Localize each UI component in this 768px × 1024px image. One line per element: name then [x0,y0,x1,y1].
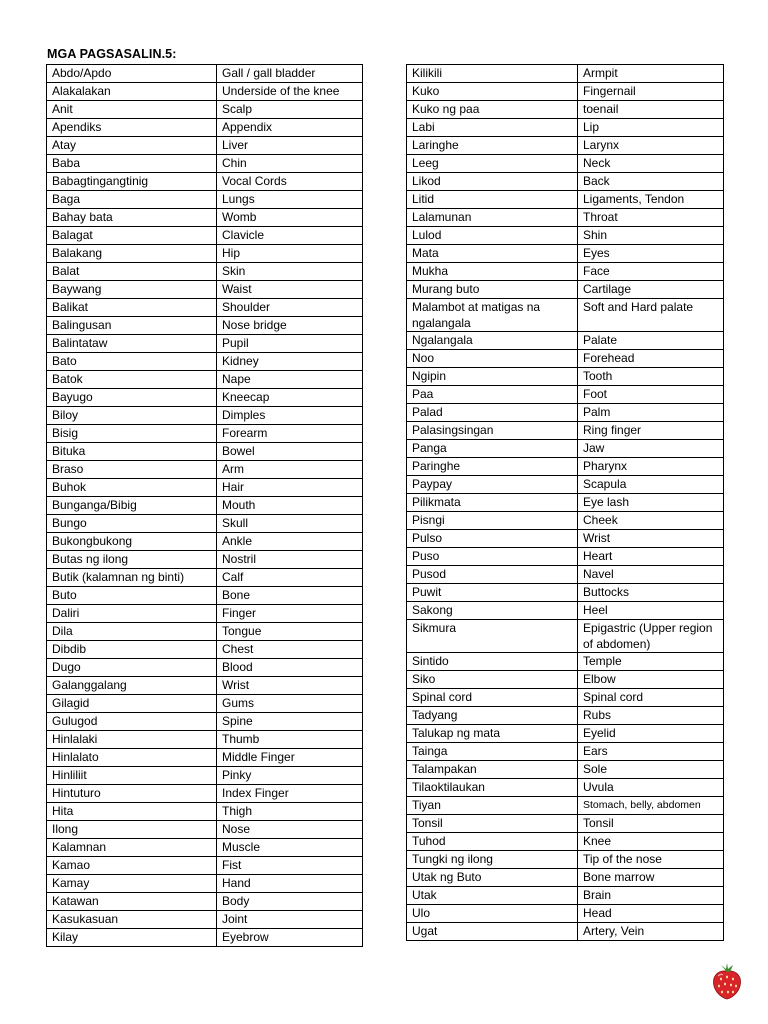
table-row [47,281,363,299]
tagalog-term: Laringhe [407,137,578,155]
table-row [407,725,724,743]
tagalog-term: Tonsil [407,815,578,833]
english-translation: Clavicle [217,227,363,245]
tagalog-term: Bituka [47,443,217,461]
table-row [47,911,363,929]
table-row [407,602,724,620]
tagalog-term: Atay [47,137,217,155]
english-translation: Vocal Cords [217,173,363,191]
english-translation: Kneecap [217,389,363,407]
table-row [47,587,363,605]
english-translation: Chin [217,155,363,173]
english-translation: Chest [217,641,363,659]
table-row [407,512,724,530]
tagalog-term: Pilikmata [407,494,578,512]
tagalog-term: Balintataw [47,335,217,353]
tagalog-term: Mukha [407,263,578,281]
table-row [47,101,363,119]
table-row [407,227,724,245]
tagalog-term: Ngalangala [407,332,578,350]
tagalog-term: Paa [407,386,578,404]
table-row [407,671,724,689]
tagalog-term: Tungki ng ilong [407,851,578,869]
tagalog-term: Bahay bata [47,209,217,227]
page-title: MGA PAGSASALIN.5: [47,47,177,61]
tagalog-term: Kamao [47,857,217,875]
english-translation: Buttocks [578,584,724,602]
tagalog-term: Murang buto [407,281,578,299]
tagalog-term: Daliri [47,605,217,623]
english-translation: Womb [217,209,363,227]
tagalog-term: Ngipin [407,368,578,386]
tagalog-term: Braso [47,461,217,479]
tagalog-term: Balakang [47,245,217,263]
english-translation: Nose [217,821,363,839]
tagalog-term: Mata [407,245,578,263]
tagalog-term: Balagat [47,227,217,245]
table-row [47,155,363,173]
tagalog-term: Panga [407,440,578,458]
table-row [47,731,363,749]
tagalog-term: Ilong [47,821,217,839]
tagalog-term: Sikmura [407,620,578,653]
english-translation: Artery, Vein [578,923,724,941]
tagalog-term: Hinliliit [47,767,217,785]
table-row [407,368,724,386]
english-translation: Dimples [217,407,363,425]
tagalog-term: Baywang [47,281,217,299]
table-row [407,851,724,869]
table-row [47,479,363,497]
table-row [47,551,363,569]
english-translation: Finger [217,605,363,623]
tagalog-term: Tuhod [407,833,578,851]
english-translation: Lip [578,119,724,137]
table-row [407,548,724,566]
english-translation: Jaw [578,440,724,458]
tagalog-term: Alakalakan [47,83,217,101]
tagalog-term: Butik (kalamnan ng binti) [47,569,217,587]
tagalog-term: Kilay [47,929,217,947]
english-translation: Pupil [217,335,363,353]
table-row [407,299,724,332]
tagalog-term: Bisig [47,425,217,443]
tagalog-term: Kilikili [407,65,578,83]
table-row [47,65,363,83]
english-translation: Eye lash [578,494,724,512]
english-translation: Bowel [217,443,363,461]
table-row [47,137,363,155]
table-row [407,530,724,548]
tagalog-term: Galanggalang [47,677,217,695]
english-translation: Eyes [578,245,724,263]
table-row [47,677,363,695]
english-translation: Gall / gall bladder [217,65,363,83]
table-row [407,191,724,209]
tagalog-term: Ulo [407,905,578,923]
english-translation: Lungs [217,191,363,209]
english-translation: Scalp [217,101,363,119]
english-translation: Ears [578,743,724,761]
tagalog-term: Paypay [407,476,578,494]
table-row [407,404,724,422]
english-translation: Skin [217,263,363,281]
tagalog-term: Dila [47,623,217,641]
table-row [47,173,363,191]
tagalog-term: Batok [47,371,217,389]
english-translation: Temple [578,653,724,671]
table-row [407,833,724,851]
english-translation: Eyebrow [217,929,363,947]
english-translation: Thigh [217,803,363,821]
table-row [47,245,363,263]
english-translation: Fingernail [578,83,724,101]
table-row [47,533,363,551]
table-row [407,332,724,350]
english-translation: Tooth [578,368,724,386]
table-row [407,797,724,815]
table-row [47,695,363,713]
table-row [407,887,724,905]
tagalog-term: Bato [47,353,217,371]
table-row [47,767,363,785]
table-row [407,905,724,923]
english-translation: Forehead [578,350,724,368]
table-row [407,869,724,887]
english-translation: Armpit [578,65,724,83]
tagalog-term: Hinlalaki [47,731,217,749]
english-translation: Tip of the nose [578,851,724,869]
tagalog-term: Litid [407,191,578,209]
table-row [407,65,724,83]
tagalog-term: Bayugo [47,389,217,407]
english-translation: Arm [217,461,363,479]
table-row [407,494,724,512]
tagalog-term: Dibdib [47,641,217,659]
english-translation: Nostril [217,551,363,569]
table-row [47,461,363,479]
table-row [47,803,363,821]
english-translation: Heart [578,548,724,566]
table-row [407,350,724,368]
english-translation: Underside of the knee [217,83,363,101]
tagalog-term: Noo [407,350,578,368]
table-row [407,101,724,119]
tagalog-term: Biloy [47,407,217,425]
tagalog-term: Abdo/Apdo [47,65,217,83]
table-row [407,386,724,404]
table-row [47,857,363,875]
tagalog-term: Spinal cord [407,689,578,707]
table-row [47,389,363,407]
english-translation: Soft and Hard palate [578,299,724,332]
tagalog-term: Anit [47,101,217,119]
english-translation: Hip [217,245,363,263]
english-translation: Nape [217,371,363,389]
table-row [47,749,363,767]
tagalog-term: Malambot at matigas na ngalangala [407,299,578,332]
tagalog-term: Ugat [407,923,578,941]
strawberry-icon [710,962,744,1000]
english-translation: Stomach, belly, abdomen [578,797,724,815]
table-row [47,875,363,893]
table-row [407,422,724,440]
table-row [407,119,724,137]
english-translation: Spine [217,713,363,731]
english-translation: Forearm [217,425,363,443]
english-translation: Index Finger [217,785,363,803]
english-translation: Wrist [578,530,724,548]
english-translation: Eyelid [578,725,724,743]
english-translation: Rubs [578,707,724,725]
tagalog-term: Bunganga/Bibig [47,497,217,515]
english-translation: Head [578,905,724,923]
english-translation: Cheek [578,512,724,530]
table-row [407,209,724,227]
tagalog-term: Hita [47,803,217,821]
table-row [47,713,363,731]
tagalog-term: Baga [47,191,217,209]
table-row [47,335,363,353]
table-row [407,137,724,155]
tagalog-term: Buhok [47,479,217,497]
english-translation: Back [578,173,724,191]
tagalog-term: Pisngi [407,512,578,530]
table-row [47,497,363,515]
tagalog-term: Puso [407,548,578,566]
table-row [407,653,724,671]
english-translation: Palate [578,332,724,350]
tagalog-term: Kalamnan [47,839,217,857]
table-row [407,566,724,584]
english-translation: Palm [578,404,724,422]
table-row [47,425,363,443]
tagalog-term: Gilagid [47,695,217,713]
table-row [47,623,363,641]
english-translation: Cartilage [578,281,724,299]
english-translation: Mouth [217,497,363,515]
english-translation: Heel [578,602,724,620]
tagalog-term: Talukap ng mata [407,725,578,743]
table-row [47,317,363,335]
table-row [47,371,363,389]
tagalog-term: Lulod [407,227,578,245]
english-translation: Larynx [578,137,724,155]
tagalog-term: Bungo [47,515,217,533]
english-translation: Pharynx [578,458,724,476]
table-row [47,119,363,137]
table-row [407,761,724,779]
english-translation: Hair [217,479,363,497]
table-row [407,584,724,602]
table-row [47,209,363,227]
vocab-table-left [46,64,363,947]
table-row [407,815,724,833]
tagalog-term: Talampakan [407,761,578,779]
table-row [47,605,363,623]
table-row [47,839,363,857]
tagalog-term: Balingusan [47,317,217,335]
tagalog-term: Labi [407,119,578,137]
table-row [47,785,363,803]
tagalog-term: Kuko ng paa [407,101,578,119]
tagalog-term: Sintido [407,653,578,671]
english-translation: Knee [578,833,724,851]
english-translation: Thumb [217,731,363,749]
tagalog-term: Siko [407,671,578,689]
tagalog-term: Babagtingangtinig [47,173,217,191]
english-translation: Ankle [217,533,363,551]
english-translation: Shoulder [217,299,363,317]
table-row [407,263,724,281]
tagalog-term: Hinlalato [47,749,217,767]
english-translation: Sole [578,761,724,779]
english-translation: Joint [217,911,363,929]
tagalog-term: Lalamunan [407,209,578,227]
vocab-table-right [406,64,724,941]
table-row [47,83,363,101]
table-row [47,263,363,281]
table-row [47,569,363,587]
tagalog-term: Hintuturo [47,785,217,803]
english-translation: Ring finger [578,422,724,440]
english-translation: Foot [578,386,724,404]
english-translation: Scapula [578,476,724,494]
table-row [47,893,363,911]
english-translation: Muscle [217,839,363,857]
english-translation: Bone marrow [578,869,724,887]
tagalog-term: Utak ng Buto [407,869,578,887]
table-row [407,458,724,476]
tagalog-term: Pusod [407,566,578,584]
table-row [407,245,724,263]
table-row [407,83,724,101]
table-row [407,923,724,941]
tagalog-term: Dugo [47,659,217,677]
english-translation: toenail [578,101,724,119]
tagalog-term: Buto [47,587,217,605]
table-row [407,689,724,707]
english-translation: Middle Finger [217,749,363,767]
tagalog-term: Palad [407,404,578,422]
table-row [47,821,363,839]
table-row [407,707,724,725]
english-translation: Skull [217,515,363,533]
tagalog-term: Tadyang [407,707,578,725]
english-translation: Blood [217,659,363,677]
table-row [407,476,724,494]
tagalog-term: Apendiks [47,119,217,137]
english-translation: Waist [217,281,363,299]
tagalog-term: Balikat [47,299,217,317]
english-translation: Throat [578,209,724,227]
tagalog-term: Utak [407,887,578,905]
tagalog-term: Sakong [407,602,578,620]
table-row [47,191,363,209]
tagalog-term: Paringhe [407,458,578,476]
table-row [47,353,363,371]
english-translation: Uvula [578,779,724,797]
table-row [47,929,363,947]
tagalog-term: Baba [47,155,217,173]
table-row [47,407,363,425]
table-row [47,443,363,461]
tagalog-term: Palasingsingan [407,422,578,440]
english-translation: Gums [217,695,363,713]
tagalog-term: Balat [47,263,217,281]
english-translation: Shin [578,227,724,245]
tagalog-term: Kamay [47,875,217,893]
table-row [407,173,724,191]
english-translation: Calf [217,569,363,587]
tagalog-term: Bukongbukong [47,533,217,551]
tagalog-term: Gulugod [47,713,217,731]
table-row [47,299,363,317]
tagalog-term: Katawan [47,893,217,911]
english-translation: Fist [217,857,363,875]
english-translation: Body [217,893,363,911]
table-row [407,779,724,797]
english-translation: Liver [217,137,363,155]
english-translation: Kidney [217,353,363,371]
english-translation: Face [578,263,724,281]
english-translation: Wrist [217,677,363,695]
tagalog-term: Leeg [407,155,578,173]
table-row [407,440,724,458]
tagalog-term: Puwit [407,584,578,602]
table-row [47,641,363,659]
english-translation: Tongue [217,623,363,641]
english-translation: Bone [217,587,363,605]
tagalog-term: Kuko [407,83,578,101]
table-row [47,515,363,533]
tagalog-term: Likod [407,173,578,191]
english-translation: Tonsil [578,815,724,833]
table-row [407,743,724,761]
english-translation: Hand [217,875,363,893]
table-row [47,227,363,245]
tagalog-term: Tiyan [407,797,578,815]
tagalog-term: Pulso [407,530,578,548]
english-translation: Nose bridge [217,317,363,335]
tagalog-term: Tainga [407,743,578,761]
english-translation: Elbow [578,671,724,689]
table-row [47,659,363,677]
english-translation: Ligaments, Tendon [578,191,724,209]
tagalog-term: Tilaoktilaukan [407,779,578,797]
table-row [407,281,724,299]
english-translation: Pinky [217,767,363,785]
english-translation: Brain [578,887,724,905]
english-translation: Appendix [217,119,363,137]
table-row [407,620,724,653]
english-translation: Spinal cord [578,689,724,707]
tagalog-term: Kasukasuan [47,911,217,929]
tagalog-term: Butas ng ilong [47,551,217,569]
table-row [407,155,724,173]
english-translation: Navel [578,566,724,584]
english-translation: Epigastric (Upper region of abdomen) [578,620,724,653]
english-translation: Neck [578,155,724,173]
